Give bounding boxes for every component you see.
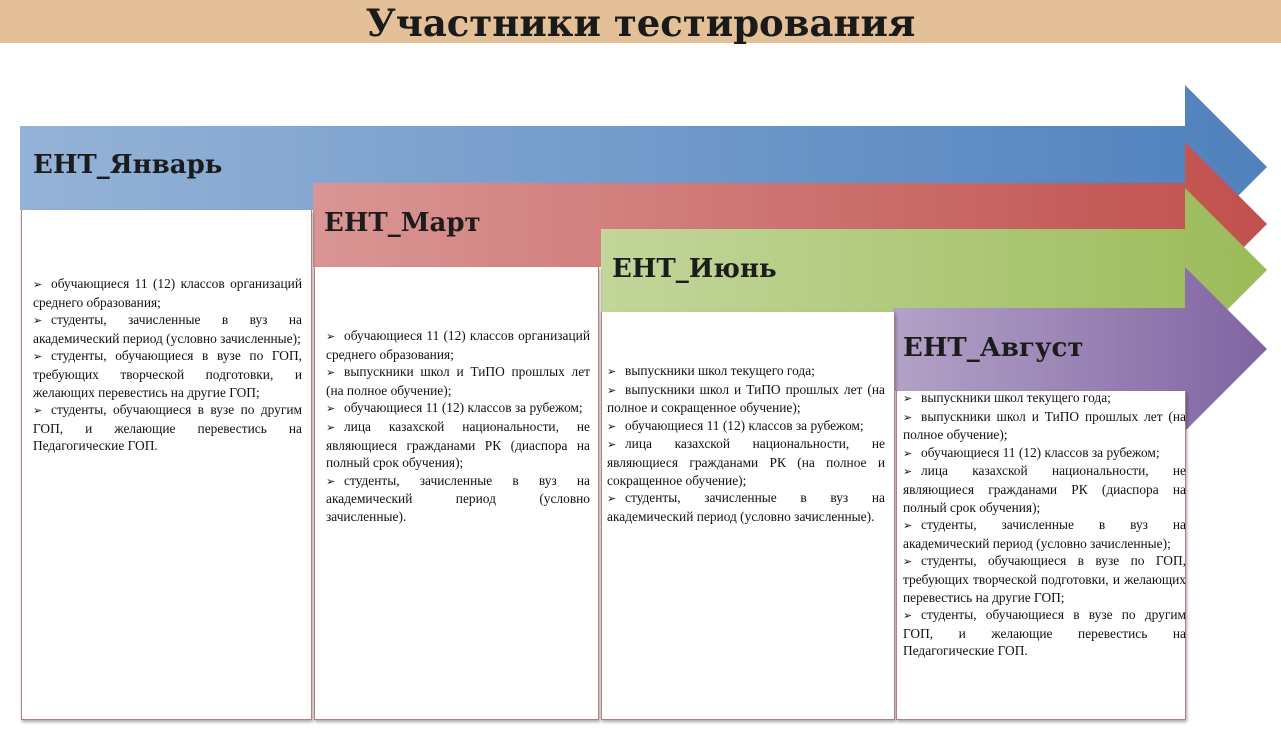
list-item: ➢ студенты, зачисленные в вуз на академический период (условно зачисленные); <box>903 517 1186 551</box>
list-item: ➢ студенты, обучающиеся в вузе по ГОП, требующих творческой подготовки, и желающих перевестись на другие ГОП; <box>903 553 1186 605</box>
stage-august-label: ЕНТ_Август <box>903 333 1084 363</box>
arrowhead-bullet-icon: ➢ <box>607 419 617 433</box>
arrowhead-bullet-icon: ➢ <box>903 555 913 569</box>
stage-january-label: ЕНТ_Январь <box>33 150 223 180</box>
arrowhead-bullet-icon: ➢ <box>33 278 43 291</box>
stage-august-list <box>903 389 1186 660</box>
list-item: ➢ выпускники школ текущего года; <box>903 389 1186 408</box>
list-item: ➢ выпускники школ и ТиПО прошлых лет (на полное и сокращенное обучение); <box>607 381 885 416</box>
list-item: ➢ лица казахской национальности, не являющиеся гражданами РК (диаспора на полный срок обучения); <box>903 463 1186 515</box>
arrowhead-bullet-icon: ➢ <box>607 492 617 506</box>
arrowhead-bullet-icon: ➢ <box>326 366 336 380</box>
list-item: ➢ обучающиеся 11 (12) классов за рубежом; <box>326 399 590 418</box>
list-item: ➢ обучающиеся 11 (12) классов организаций среднего образования; <box>33 276 302 310</box>
arrowhead-bullet-icon: ➢ <box>903 410 913 424</box>
list-item: ➢ обучающиеся 11 (12) классов за рубежом; <box>607 417 885 436</box>
list-item: ➢ студенты, обучающиеся в вузе по ГОП, требующих творческой подготовки, и желающих перевестись на другие ГОП; <box>33 348 302 400</box>
arrowhead-bullet-icon: ➢ <box>903 609 913 623</box>
arrowhead-bullet-icon: ➢ <box>326 402 336 416</box>
list-item: ➢ студенты, зачисленные в вуз на академический период (условно зачисленные); <box>33 312 302 346</box>
list-item: ➢ лица казахской национальности, не являющиеся гражданами РК (на полное и сокращенное обучение); <box>607 436 885 488</box>
list-item: ➢ студенты, зачисленные в вуз на академический период (условно зачисленные). <box>326 472 590 524</box>
arrowhead-bullet-icon: ➢ <box>903 446 913 460</box>
arrowhead-bullet-icon: ➢ <box>607 383 617 397</box>
page-title: Участники тестирования <box>365 1 916 45</box>
arrowhead-bullet-icon: ➢ <box>33 314 43 328</box>
arrowhead-bullet-icon: ➢ <box>607 438 617 452</box>
list-item: ➢ студенты, обучающиеся в вузе по другим ГОП, и желающие перевестись на Педагогические ГОП. <box>903 607 1186 659</box>
arrowhead-bullet-icon: ➢ <box>326 474 336 488</box>
stage-march-list <box>326 327 590 526</box>
stage-march-label: ЕНТ_Март <box>324 208 481 238</box>
arrowhead-bullet-icon: ➢ <box>33 350 43 364</box>
list-item: ➢ обучающиеся 11 (12) классов организаций среднего образования; <box>326 328 590 362</box>
list-item: ➢ лица казахской национальности, не являющиеся гражданами РК (диаспора на полный срок обучения); <box>326 418 590 471</box>
arrowhead-bullet-icon: ➢ <box>33 404 43 418</box>
stage-june-label: ЕНТ_Июнь <box>612 254 777 284</box>
list-item: ➢ студенты, обучающиеся в вузе по другим ГОП, и желающие перевестись на Педагогические ГОП. <box>33 402 302 454</box>
arrowhead-bullet-icon: ➢ <box>326 420 336 434</box>
list-item: ➢ выпускники школ и ТиПО прошлых лет (на полное обучение); <box>903 408 1186 443</box>
list-item: ➢ выпускники школ и ТиПО прошлых лет (на полное обучение); <box>326 364 590 398</box>
list-item: ➢ студенты, зачисленные в вуз на академический период (условно зачисленные). <box>607 490 885 524</box>
arrowhead-bullet-icon: ➢ <box>903 392 913 405</box>
arrowhead-bullet-icon: ➢ <box>903 465 913 479</box>
stage-january-list <box>33 275 302 455</box>
list-item: ➢ обучающиеся 11 (12) классов за рубежом; <box>903 444 1186 463</box>
list-item: ➢ выпускники школ текущего года; <box>607 362 885 381</box>
stage-june-list <box>607 362 885 525</box>
arrowhead-bullet-icon: ➢ <box>326 330 336 343</box>
arrowhead-bullet-icon: ➢ <box>607 365 617 378</box>
arrowhead-bullet-icon: ➢ <box>903 519 913 533</box>
